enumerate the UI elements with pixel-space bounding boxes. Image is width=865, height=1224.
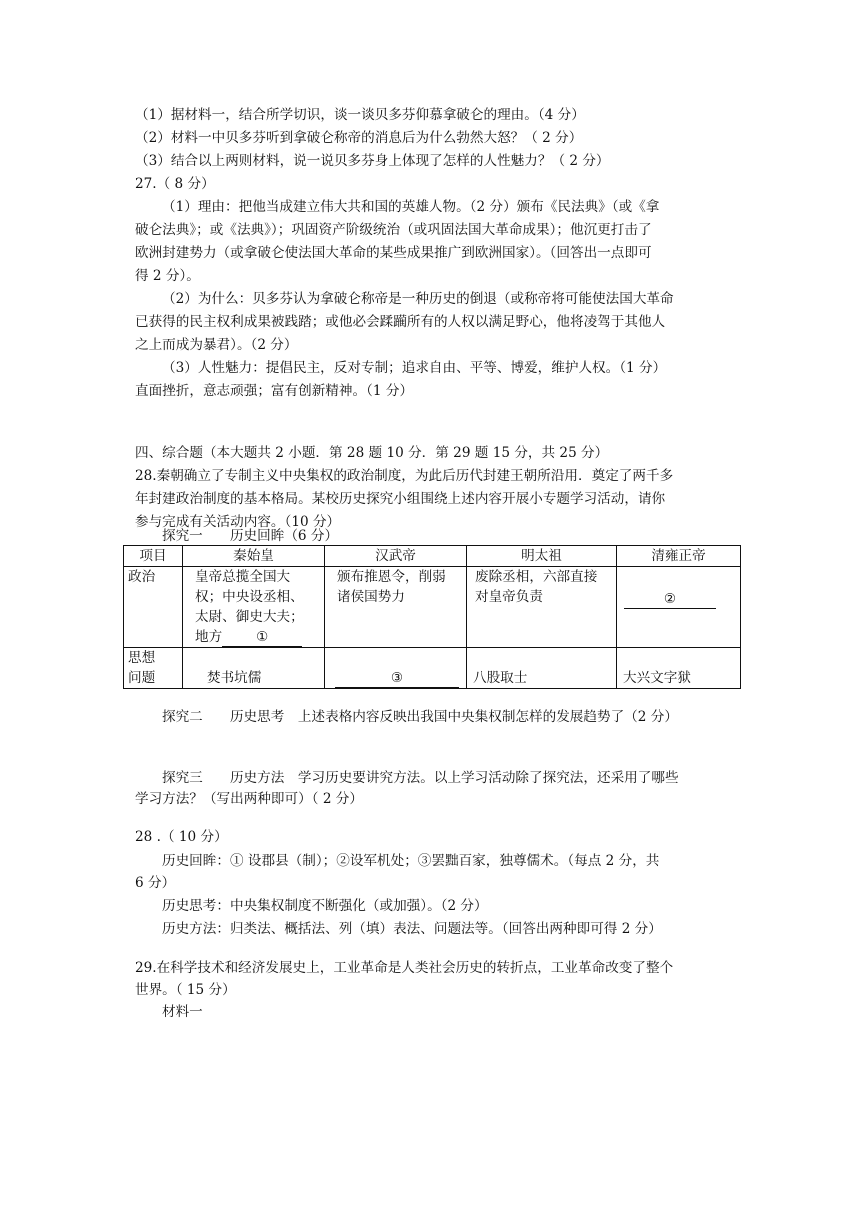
cell-qin-thought bbox=[183, 648, 325, 689]
table-row-politics bbox=[124, 567, 741, 648]
table-header-cell: 明太祖 bbox=[467, 546, 617, 567]
cell-qing-politics bbox=[617, 567, 741, 648]
explore3-line: 学习方法？（写出两种即可）（ 2 分） bbox=[135, 791, 363, 807]
table-header-cell: 项目 bbox=[124, 546, 183, 567]
cell-line: 诸侯国势力 bbox=[337, 589, 405, 605]
q29-material-label: 材料一 bbox=[162, 1004, 203, 1020]
q28-answer-line: 历史方法：归类法、概括法、列（填）表法、问题法等。（回答出两种即可得 2 分） bbox=[162, 921, 662, 937]
cell-ming-politics bbox=[467, 567, 617, 648]
cell-line: 废除丞相，六部直接 bbox=[475, 569, 598, 585]
row-label-thought bbox=[124, 648, 183, 689]
cell-line: 太尉、御史大夫； bbox=[195, 609, 304, 625]
cell-line: 问题 bbox=[128, 670, 156, 686]
q26-subquestion-2: （2）材料一中贝多芬听到拿破仑称帝的消息后为什么勃然大怒？（ 2 分） bbox=[135, 130, 583, 146]
table-row-thought bbox=[124, 648, 741, 689]
cell-line bbox=[621, 567, 736, 609]
q28-answer-line: 历史思考：中央集权制度不断强化（或加强）。（2 分） bbox=[162, 898, 488, 914]
cell-line: 焚书坑儒 bbox=[207, 670, 262, 686]
blank-1[interactable]: ① bbox=[222, 628, 302, 647]
q28-answer-line: 6 分） bbox=[135, 875, 176, 891]
table-header-cell: 清雍正帝 bbox=[617, 546, 741, 567]
q27-answer-line: 破仑法典》；或《法典》）；巩固资产阶级统治（或巩固法国大革命成果）；他沉更打击了 bbox=[135, 222, 652, 238]
q27-answer-line: （3）人性魅力：提倡民主，反对专制；追求自由、平等、博爱，维护人权。（1 分） bbox=[162, 360, 667, 376]
q27-answer-line: （2）为什么：贝多芬认为拿破仑称帝是一种历史的倒退（或称帝将可能使法国大革命 bbox=[162, 291, 674, 307]
q27-answer-line: 得 2 分）。 bbox=[135, 268, 200, 284]
explore2-text: 探究二 历史思考 上述表格内容反映出我国中央集权制怎样的发展趋势了（2 分） bbox=[162, 709, 678, 725]
q28-answer-heading: 28 .（ 10 分） bbox=[135, 829, 228, 845]
q27-answer-line: 直面挫折，意志顽强；富有创新精神。（1 分） bbox=[135, 383, 414, 399]
cell-ming-thought bbox=[467, 648, 617, 689]
section4-heading: 四、综合题（本大题共 2 小题．第 28 题 10 分．第 29 题 15 分，共 25 分） bbox=[135, 445, 609, 461]
cell-line bbox=[195, 627, 320, 647]
row-label-politics: 政治 bbox=[124, 567, 183, 648]
cell-han-thought bbox=[325, 648, 467, 689]
q28-stem-line: 年封建政治制度的基本格局。某校历史探究小组围绕上述内容开展小专题学习活动，请你 bbox=[135, 491, 666, 507]
cell-qin-politics bbox=[183, 567, 325, 648]
q27-answer-line: 欧洲封建势力（或拿破仑使法国大革命的某些成果推广到欧洲国家）。（回答出一点即可 bbox=[135, 245, 652, 261]
explore3-line: 探究三 历史方法 学习历史要讲究方法。以上学习活动除了探究法，还采用了哪些 bbox=[162, 770, 679, 786]
cell-line: 八股取士 bbox=[473, 670, 528, 686]
cell-text: 地方 bbox=[195, 629, 223, 645]
q28-stem-line: 28.秦朝确立了专制主义中央集权的政治制度，为此后历代封建王朝所沿用．奠定了两千多 bbox=[135, 468, 674, 484]
history-table bbox=[123, 545, 741, 689]
blank-3[interactable]: ③ bbox=[335, 669, 459, 688]
cell-han-politics bbox=[325, 567, 467, 648]
table-header-cell: 汉武帝 bbox=[325, 546, 467, 567]
table-header-row bbox=[124, 546, 741, 567]
table-header-cell: 秦始皇 bbox=[183, 546, 325, 567]
cell-line: 大兴文字狱 bbox=[623, 670, 691, 686]
blank-2[interactable]: ② bbox=[624, 590, 716, 609]
q28-stem-line: 参与完成有关活动内容。（10 分） bbox=[135, 514, 341, 530]
q29-stem-line: 29.在科学技术和经济发展史上，工业革命是人类社会历史的转折点，工业革命改变了整个 bbox=[135, 960, 674, 976]
q26-subquestion-3: （3）结合以上两则材料，说一说贝多芬身上体现了怎样的人性魅力？（ 2 分） bbox=[135, 153, 610, 169]
q27-answer-line: （1）理由：把他当成建立伟大共和国的英雄人物。（2 分）颁布《民法典》（或《拿 bbox=[162, 199, 660, 215]
cell-line: 思想 bbox=[128, 650, 156, 666]
explore1-title: 探究一 历史回眸（6 分） bbox=[162, 528, 339, 544]
cell-qing-thought bbox=[617, 648, 741, 689]
q29-stem-line: 世界。（ 15 分） bbox=[135, 982, 236, 998]
q27-answer-line: 之上而成为暴君）。（2 分） bbox=[135, 337, 298, 353]
cell-line: 颁布推恩令，削弱 bbox=[337, 569, 446, 585]
cell-line: 对皇帝负责 bbox=[475, 589, 543, 605]
q26-subquestion-1: （1）据材料一，结合所学切识，谈一谈贝多芬仰慕拿破仑的理由。（4 分） bbox=[135, 107, 585, 123]
cell-line: 权；中央设丞相、 bbox=[195, 589, 304, 605]
q27-answer-heading: 27.（ 8 分） bbox=[135, 176, 215, 192]
q27-answer-line: 已获得的民主权利成果被践踏；或他必会蹂躏所有的人权以满足野心，他将凌驾于其他人 bbox=[135, 314, 666, 330]
q28-answer-line: 历史回眸：① 设郡县（制）；②设军机处；③罢黜百家，独尊儒术。（每点 2 分，共 bbox=[162, 853, 660, 869]
cell-line: 皇帝总揽全国大 bbox=[195, 569, 291, 585]
